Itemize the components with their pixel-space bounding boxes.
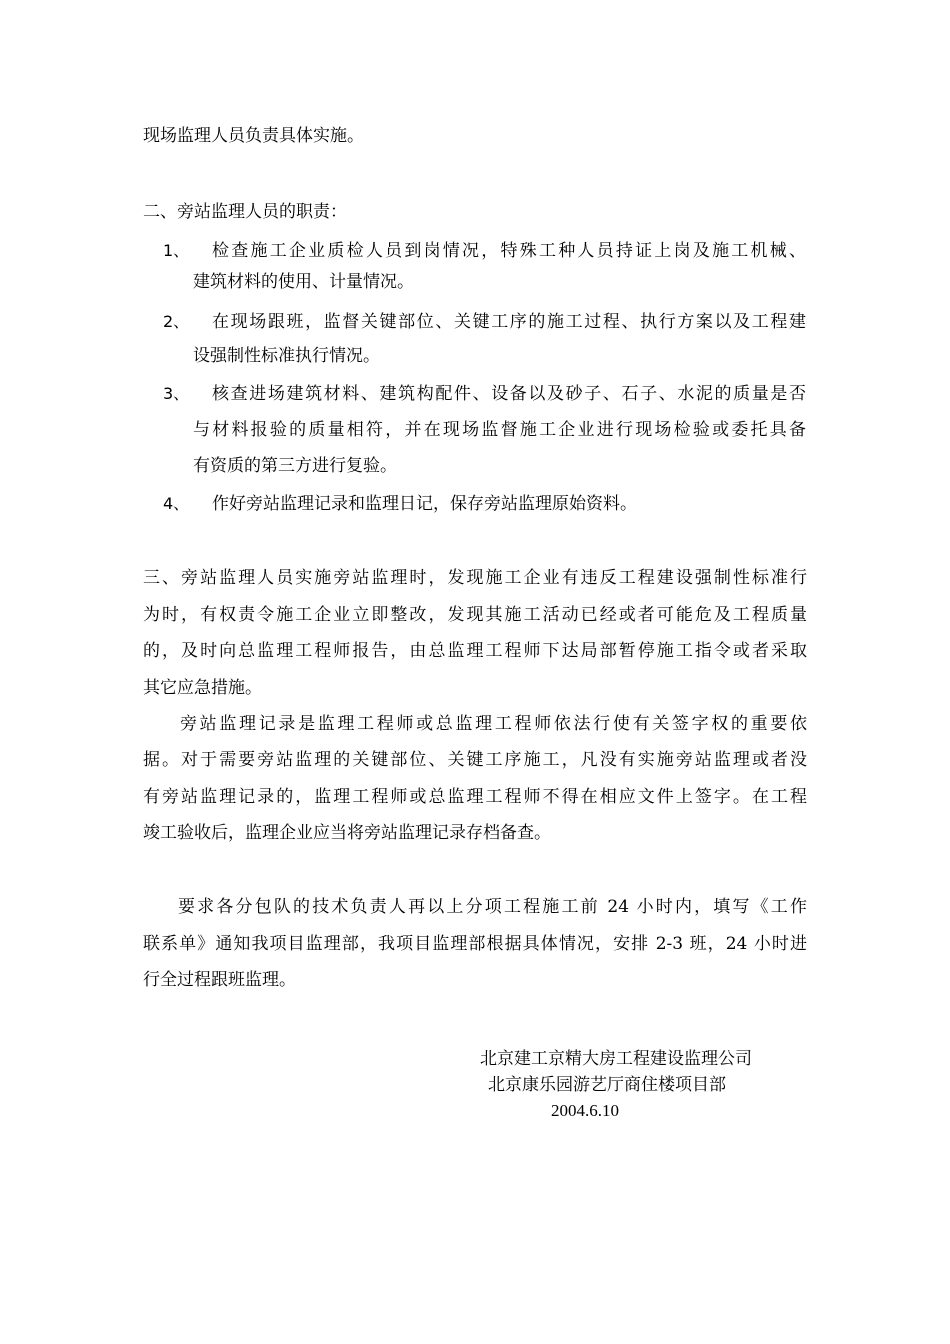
signature-project: 北京康乐园游艺厅商住楼项目部	[488, 1075, 726, 1095]
item-4-line-1: 作好旁站监理记录和监理日记，保存旁站监理原始资料。	[212, 494, 637, 514]
item-1-line-1: 检查施工企业质检人员到岗情况，特殊工种人员持证上岗及施工机械、	[212, 241, 806, 261]
item-4-number: 4、	[163, 494, 190, 513]
item-3-line-1: 核查进场建筑材料、建筑构配件、设备以及砂子、石子、水泥的质量是否	[212, 384, 806, 404]
item-3-number: 3、	[163, 384, 190, 403]
item-3-line-3: 有资质的第三方进行复验。	[193, 456, 397, 476]
item-2-number: 2、	[163, 312, 190, 331]
section3-line-4: 其它应急措施。	[143, 678, 262, 698]
record-line-3: 有旁站监理记录的，监理工程师或总监理工程师不得在相应文件上签字。在工程	[143, 787, 807, 807]
item-2-line-1: 在现场跟班，监督关键部位、关键工序的施工过程、执行方案以及工程建	[212, 312, 806, 332]
record-line-1: 旁站监理记录是监理工程师或总监理工程师依法行使有关签字权的重要依	[180, 714, 807, 734]
section3-line-3: 的，及时向总监理工程师报告，由总监理工程师下达局部暂停施工指令或者采取	[143, 641, 807, 661]
record-line-4: 竣工验收后，监理企业应当将旁站监理记录存档备查。	[143, 823, 551, 843]
requirement-line-2: 联系单》通知我项目监理部，我项目监理部根据具体情况，安排 2-3 班，24 小时进	[143, 934, 807, 954]
item-2-line-2: 设强制性标准执行情况。	[193, 346, 380, 366]
signature-date: 2004.6.10	[551, 1101, 619, 1120]
signature-company: 北京建工京精大房工程建设监理公司	[480, 1049, 752, 1069]
item-1-number: 1、	[163, 241, 190, 260]
item-1-line-2: 建筑材料的使用、计量情况。	[193, 272, 414, 292]
requirement-line-3: 行全过程跟班监理。	[143, 970, 296, 990]
item-3-line-2: 与材料报验的质量相符，并在现场监督施工企业进行现场检验或委托具备	[193, 420, 806, 440]
section3-line-2: 为时，有权责令施工企业立即整改，发现其施工活动已经或者可能危及工程质量	[143, 605, 807, 625]
record-line-2: 据。对于需要旁站监理的关键部位、关键工序施工，凡没有实施旁站监理或者没	[143, 750, 807, 770]
section3-line-1: 三、旁站监理人员实施旁站监理时，发现施工企业有违反工程建设强制性标准行	[143, 568, 807, 588]
section2-heading: 二、旁站监理人员的职责：	[143, 202, 347, 222]
requirement-line-1: 要求各分包队的技术负责人再以上分项工程施工前 24 小时内，填写《工作	[178, 897, 807, 917]
top-line: 现场监理人员负责具体实施。	[143, 126, 364, 146]
